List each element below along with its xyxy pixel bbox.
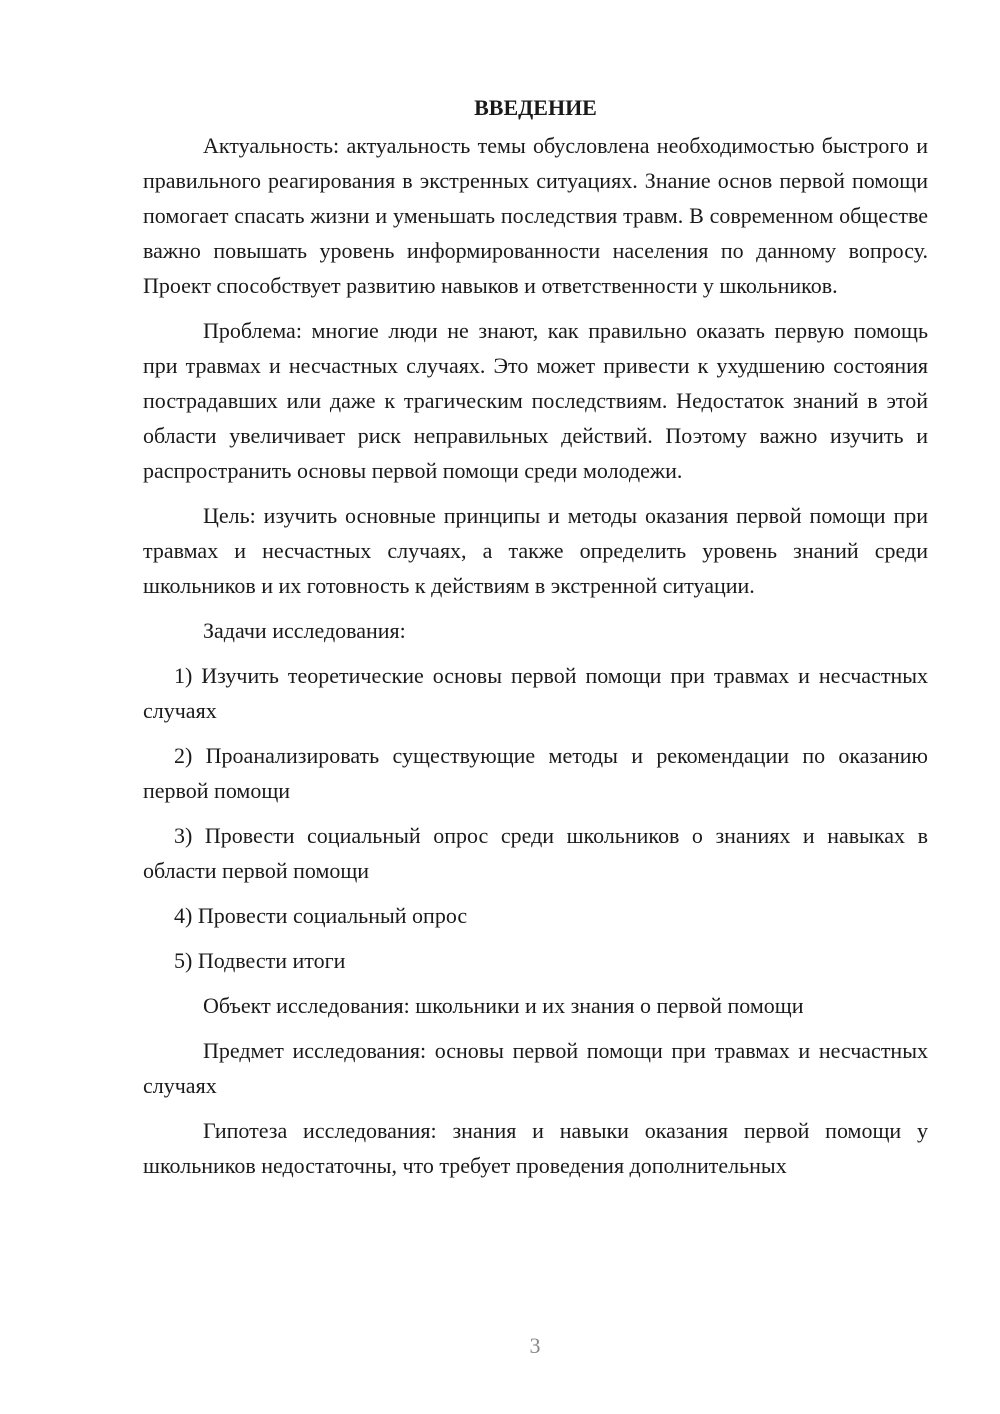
tasks-list	[143, 658, 928, 978]
object-paragraph: Объект исследования: школьники и их знания о первой помощи	[203, 993, 804, 1018]
page-heading: ВВЕДЕНИЕ	[474, 95, 597, 120]
task-item-1: 1) Изучить теоретические основы первой помощи при травмах и несчастных случаях	[143, 663, 928, 723]
goal-paragraph: Цель: изучить основные принципы и методы оказания первой помощи при травмах и несчастных случаях, а также определить уровень знаний среди школьников и их готовность к действиям в экстренной ситуации.	[143, 503, 928, 598]
subject-paragraph: Предмет исследования: основы первой помощи при травмах и несчастных случаях	[143, 1038, 928, 1098]
problem-paragraph: Проблема: многие люди не знают, как правильно оказать первую помощь при травмах и несчастных случаях. Это может привести к ухудшению состояния пострадавших или даже к трагическим последствиям. Недостаток знаний в этой области увеличивает риск неправильных действий. Поэтому важно изучить и распространить основы первой помощи среди молодежи.	[143, 318, 928, 483]
hypothesis-paragraph: Гипотеза исследования: знания и навыки оказания первой помощи у школьников недостаточны, что требует проведения дополнительных	[143, 1118, 928, 1178]
tasks-title: Задачи исследования:	[203, 618, 406, 643]
task-item-4: 4) Провести социальный опрос	[174, 903, 468, 928]
task-item-2: 2) Проанализировать существующие методы и рекомендации по оказанию первой помощи	[143, 743, 928, 803]
relevance-paragraph: Актуальность: актуальность темы обусловлена необходимостью быстрого и правильного реагирования в экстренных ситуациях. Знание основ первой помощи помогает спасать жизни и уменьшать последствия травм. В современном обществе важно повышать уровень информированности населения по данному вопросу. Проект способствует развитию навыков и ответственности у школьников.	[143, 133, 928, 298]
page-number: 3	[529, 1333, 541, 1358]
document-page	[143, 92, 928, 1193]
task-item-3: 3) Провести социальный опрос среди школьников о знаниях и навыках в области первой помощи	[143, 823, 928, 883]
task-item-5: 5) Подвести итоги	[174, 948, 346, 973]
